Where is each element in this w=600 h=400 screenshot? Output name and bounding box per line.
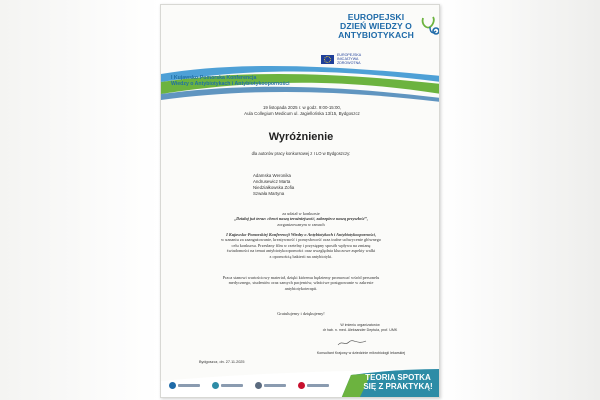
conference-place: Aula Collegium Medicum ul. Jagiellońska 13/15, Bydgoszcz <box>244 110 360 116</box>
edwa-logo <box>321 12 431 65</box>
body-paragraph-1 <box>187 211 415 227</box>
partner-logo <box>255 382 286 389</box>
name-item: Szwała Martyna <box>253 191 285 196</box>
names-list <box>253 173 363 197</box>
body-text: z opornością bakterii na antybiotyki. <box>269 253 333 259</box>
certificate-sheet <box>160 4 440 398</box>
contest-name: „Działaj już teraz: chroń naszą teraźniejszość, zabezpiecz naszą przyszłość”, <box>234 216 368 222</box>
body-text: medycznego, studentów oraz samych pacjentów, właściwe postępowanie w zakresie <box>228 280 374 286</box>
body-text: w uznaniu za zaangażowanie, kreatywność i pomysłowość oraz trafne uchwycenie głównego <box>221 237 381 243</box>
partner-logo <box>212 382 243 389</box>
body-text: celu konkursu. Przesłany film w rzetelny i przystępny sposób wpływa na zmianę <box>231 242 371 248</box>
logo-line-3: ANTYBIOTYKACH <box>338 30 414 40</box>
handwritten-signature <box>337 339 367 347</box>
body-paragraph-3 <box>187 275 415 291</box>
eu-initiative-line-2: ZDROWOTNA <box>337 61 361 65</box>
slogan-line-2: SIĘ Z PRAKTYKĄ! <box>363 382 433 392</box>
name-item: Niedziałkowska Zofia <box>253 185 295 190</box>
slogan <box>361 373 435 392</box>
signature-line-2: dr hab. n. med. Aleksander Deptuła, prof. UMK <box>322 327 398 332</box>
partner-logo <box>298 382 329 389</box>
body-text: zorganizowanym w ramach <box>277 221 325 227</box>
signature-title: Konsultant Krajowy w dziedzinie mikrobiologii lekarskiej <box>316 351 406 355</box>
conference-title-line-1: I Kujawsko-Pomorska Konferencja <box>171 75 257 81</box>
logo-line-2: DZIEŃ WIEDZY O <box>340 21 412 31</box>
logo-line-1: EUROPEJSKI <box>347 12 405 22</box>
body-paragraph-2 <box>187 232 415 259</box>
conference-date: 19 listopada 2025 r. w godz. 9:00-15:00, <box>262 105 342 110</box>
name-item: Andrusewicz Marta <box>253 179 291 184</box>
conference-title-line-2: Wiedzy o Antybiotykach i Antybiotykooporności <box>171 81 290 88</box>
thanks-line: Gratulujemy i dziękujemy! <box>277 311 325 316</box>
signature-block <box>305 323 415 332</box>
award-title: Wyróżnienie <box>268 131 334 143</box>
eu-initiative-line-1: EUROPEJSKA INICJATYWA <box>337 53 361 61</box>
partner-logo <box>169 382 200 389</box>
partner-logos <box>169 382 329 389</box>
conference-info <box>227 105 377 116</box>
background-right <box>440 0 600 400</box>
stethoscope-icon <box>419 15 440 37</box>
body-text: antybiotykoterapii. <box>284 285 318 291</box>
name-item: Adamska Weronika <box>253 173 291 178</box>
body-text: za udział w konkursie <box>282 211 320 216</box>
conference-title <box>171 75 371 88</box>
background-left <box>0 0 160 400</box>
signature-line-1: W imieniu organizatorów <box>340 323 380 327</box>
slogan-line-1: TEORIA SPOTKA <box>365 373 431 382</box>
issue-date: Bydgoszcz, dn. 27.11.2025 <box>199 360 245 364</box>
body-text: świadomości na temat antybiotykooporności oraz uwzględnia kluczowe aspekty walki <box>226 248 376 254</box>
conference-name: I Kujawsko-Pomorskiej Konferencji Wiedzy o Antybiotykach i Antybiotykooporności, <box>226 232 376 237</box>
body-text: Praca stanowi wartościowy materiał, dzięki któremu będziemy promować wśród personelu <box>222 275 380 280</box>
recipient-line: dla autorów pracy konkursowej z I LO w Bydgoszczy: <box>251 151 351 156</box>
